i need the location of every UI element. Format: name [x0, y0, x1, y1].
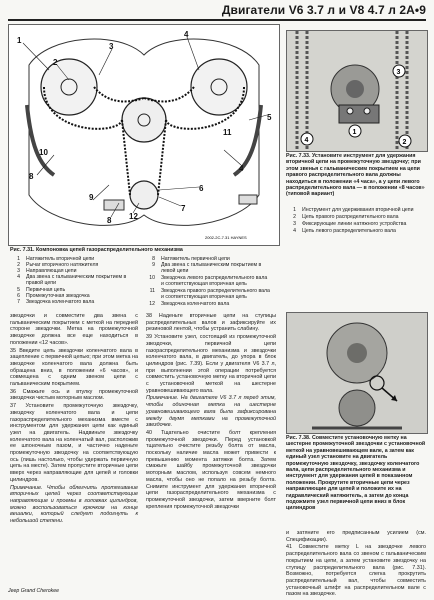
- callout-5: 5: [267, 113, 272, 122]
- fig-7-31-caption-num: Рис. 7.31.: [10, 247, 35, 253]
- sprocket-hub-photo: [346, 80, 364, 98]
- legend-item: 12 Звездочка коленчатого вала: [149, 301, 230, 307]
- legend-item: 9 Два звена с гальваническим покрытием в левой цепи: [152, 262, 262, 275]
- legend-item: 6 Промежуточная звездочка: [17, 293, 90, 299]
- callout-11: 11: [223, 128, 232, 137]
- callout-6: 6: [199, 184, 204, 193]
- paragraph: 40 Тщательно очистите болт крепления промежуточной звездочки. Перед установкой тщательно очистите резьбу болта от масла, поскольку наличие масла может привести к превышению момента затяжки болта. Затем смажьте шайбу промежуточной звездочки моторным маслом, используя совсем немного масла, чтобы оно не попало на резьбу болта. Снимите инструмент для удержания вторичной цепи газораспределительного механизма с промежуточной звездочки, затем вверните болт крепления промежуточной звездочки: [146, 429, 276, 510]
- legend-item: 1 Инструмент для удерживания вторичной цепи: [293, 207, 414, 213]
- idler-sprocket: [122, 98, 166, 142]
- text-column-2: [146, 313, 276, 511]
- secondary-tensioner: [239, 195, 257, 204]
- callout-12: 12: [129, 212, 138, 221]
- page-footer: Jeep Grand Cherokee: [8, 588, 60, 594]
- callout-1: 1: [17, 36, 22, 45]
- page-header: [0, 0, 434, 22]
- paragraph: 37 Установите промежуточную звездочку, звездочку коленчатого вала и цепи газораспределительного механизма вместе с инструментом для удержания цепи как единый узел на двигатель. Надвиньте звездочку коленчатого вала на коленчатый вал, расположив ее шпоночным пазом, и частично наденьте промежуточную звездочку на соответствующую ось (лишь настолько, чтобы удержать первичную цепь на месте). Затем пропустите вторичные цепи вверх через направляющие для цепей и головки цилиндров.: [10, 403, 138, 483]
- callout-2: 2: [402, 139, 407, 146]
- fig-7-33-caption-num: Рис. 7.33.: [286, 153, 311, 159]
- figure-7-31: [8, 24, 280, 246]
- timing-chain-diagram: [9, 25, 279, 245]
- page-title: Двигатели V6 3.7 л и V8 4.7 л 2A•9: [221, 3, 426, 17]
- legend-item: 4 Цепь левого распределительного вала: [293, 228, 396, 234]
- fig-7-31-caption: [10, 247, 280, 253]
- callout-8b: 8: [107, 216, 112, 225]
- callout-4: 4: [304, 137, 309, 144]
- left-secondary-chain-upper: [94, 87, 144, 101]
- timing-mark-photo: [287, 313, 427, 433]
- callout-4a: 4: [184, 30, 189, 39]
- callout-2: 2: [53, 58, 58, 67]
- fig-7-31-caption-text: Компоновка цепей газораспределительного механизма: [35, 247, 183, 253]
- primary-tensioner: [104, 200, 124, 210]
- figure-code: 2002-2C-7.31 HAYNES: [205, 235, 247, 240]
- paragraph: 39 Установите узел, состоящий из промежуточной звездочки, первичной цепи газораспределительного механизма и звездочки коленчатого вала, в двигатель, до упора в блок цилиндров (рис. 7.39). Если у двигателя V6 3.7 л, при выполнении этой операции потребуется совместить установочную метку на вторичной цепи с установочной меткой на шестерне уравновешивающего вала.: [146, 334, 276, 394]
- text-column-3: [286, 530, 426, 599]
- callout-7: 7: [181, 204, 186, 213]
- callout-3: 3: [109, 42, 114, 51]
- legend-item: 7 Звездочка коленчатого вала: [17, 299, 95, 305]
- header-rule: [8, 19, 426, 21]
- legend-item: 11 Звездочка правого распределительного вала и соответствующая вторичная цепь: [149, 288, 270, 301]
- legend-item: 4 Два звена с гальваническим покрытием в правой цепи: [17, 274, 127, 287]
- legend-item: 2 Рычаг вторичного натяжителя: [17, 262, 99, 268]
- legend-item: 3 Фиксирующие линии натяжного устройства: [293, 221, 407, 227]
- left-guide: [27, 105, 54, 175]
- note-paragraph: Примечание. На двигателе V6 3.7 л перед этим, чтобы одиночная метка на шестерне уравновешивающего вала была зафиксирована между двумя метками на промежуточной звездочке.: [146, 395, 276, 429]
- legend-item: 5 Первичная цепь: [17, 287, 66, 293]
- callout-1: 1: [352, 129, 357, 136]
- fig-7-33-caption-text: Установите инструмент для удержания вторичной цепи на промежуточную звездочку; при этом звенья с гальваническим покрытием на цепи правого распределительного вала должны находиться в положении «4 часа», а у цепи левого распределительного вала — в положении «8 часов» (типовой вариант): [286, 153, 425, 198]
- chain-holder-photo: [287, 31, 427, 151]
- idler-gear: [339, 390, 375, 426]
- fig-7-38-caption-text: Совместите установочную метку на шестерне промежуточной звездочки с установочной меткой на уравновешивающем вале, а затем как единый узел установите на двигатель промежуточную звездочку, звездочку коленчатого вала, цепи распределительного механизма и инструмент для удержания цепей в показанном положении. Прокрутите вторичные цепи через направляющие для цепей и положите их на гидравлический натяжитель, а затем до конца подожмите узел первичной цепи вниз в блок цилиндров: [286, 435, 426, 512]
- paragraph: 41 Совместите метку L на звездочке левого распределительного вала со звеном с гальваническим покрытием на цепи, а затем установите звездочку на ступицу распределительного вала (рис. 7.31). Возможно, потребуется слегка прокрутить распределительный вал, чтобы совместить установочный штифт на распределительном вале с пазом на звездочке.: [286, 544, 426, 598]
- callout-8a: 8: [29, 172, 34, 181]
- paragraph: и затяните его предписанным усилием (см. Спецификации).: [286, 530, 426, 543]
- paragraph: 35 Введите цепь звездочки коленчатого вала в зацепление с первичной цепью; при этом метка на звездочке коленчатого вала должна быть обращена вниз, в положении «6 часов», и совмещена с одним звеном цепи с гальваническим покрытием.: [10, 347, 138, 388]
- right-cam-sprocket: [191, 59, 247, 115]
- crank-sprocket: [130, 181, 158, 209]
- right-secondary-chain-upper: [144, 87, 194, 101]
- legend-item: 10 Звездочка левого распределительного вала и соответствующая вторичная цепь: [149, 275, 268, 288]
- fig-7-38-caption: [286, 435, 426, 512]
- legend-item: 1 Натяжитель вторичной цепи: [17, 256, 95, 262]
- figure-7-33: [286, 30, 428, 152]
- left-cam-sprocket: [41, 59, 97, 115]
- paragraph: 36 Смажьте ось и втулку промежуточной звездочки чистым моторным маслом.: [10, 388, 138, 402]
- text-column-1: [10, 313, 138, 526]
- callout-4b: 4: [239, 164, 244, 173]
- legend-item: 8 Натяжитель первичной цепи: [152, 256, 230, 262]
- fig-7-38-caption-num: Рис. 7.38.: [286, 435, 311, 441]
- fig-7-33-caption: [286, 153, 426, 198]
- paragraph: 38 Наденьте вторичные цепи на ступицы распределительных валов и зафиксируйте их резиновой лентой, чтобы устранить слабину.: [146, 313, 276, 333]
- legend-item: 2 Цепь правого распределительного вала: [293, 214, 399, 220]
- figure-7-38: [286, 312, 428, 434]
- callout-10: 10: [39, 148, 48, 157]
- note-paragraph: Примечание. Чтобы облегчить протягивание вторичных цепей через соответствующие направляющие и проемы в головках цилиндров, можно воспользоваться крючком на конце вешалки, который следует подогнуть к небольшой степени.: [10, 484, 138, 525]
- chain-holder-tool: [339, 105, 379, 123]
- callout-3: 3: [396, 69, 401, 76]
- callout-9: 9: [89, 193, 94, 202]
- paragraph: звездочки и совместите два звена с гальваническим покрытием с меткой на передней стороне звездочки. Метка на промежуточной звездочке должна все еще находиться в положении «12 часов».: [10, 313, 138, 346]
- legend-item: 3 Направляющая цепи: [17, 268, 77, 274]
